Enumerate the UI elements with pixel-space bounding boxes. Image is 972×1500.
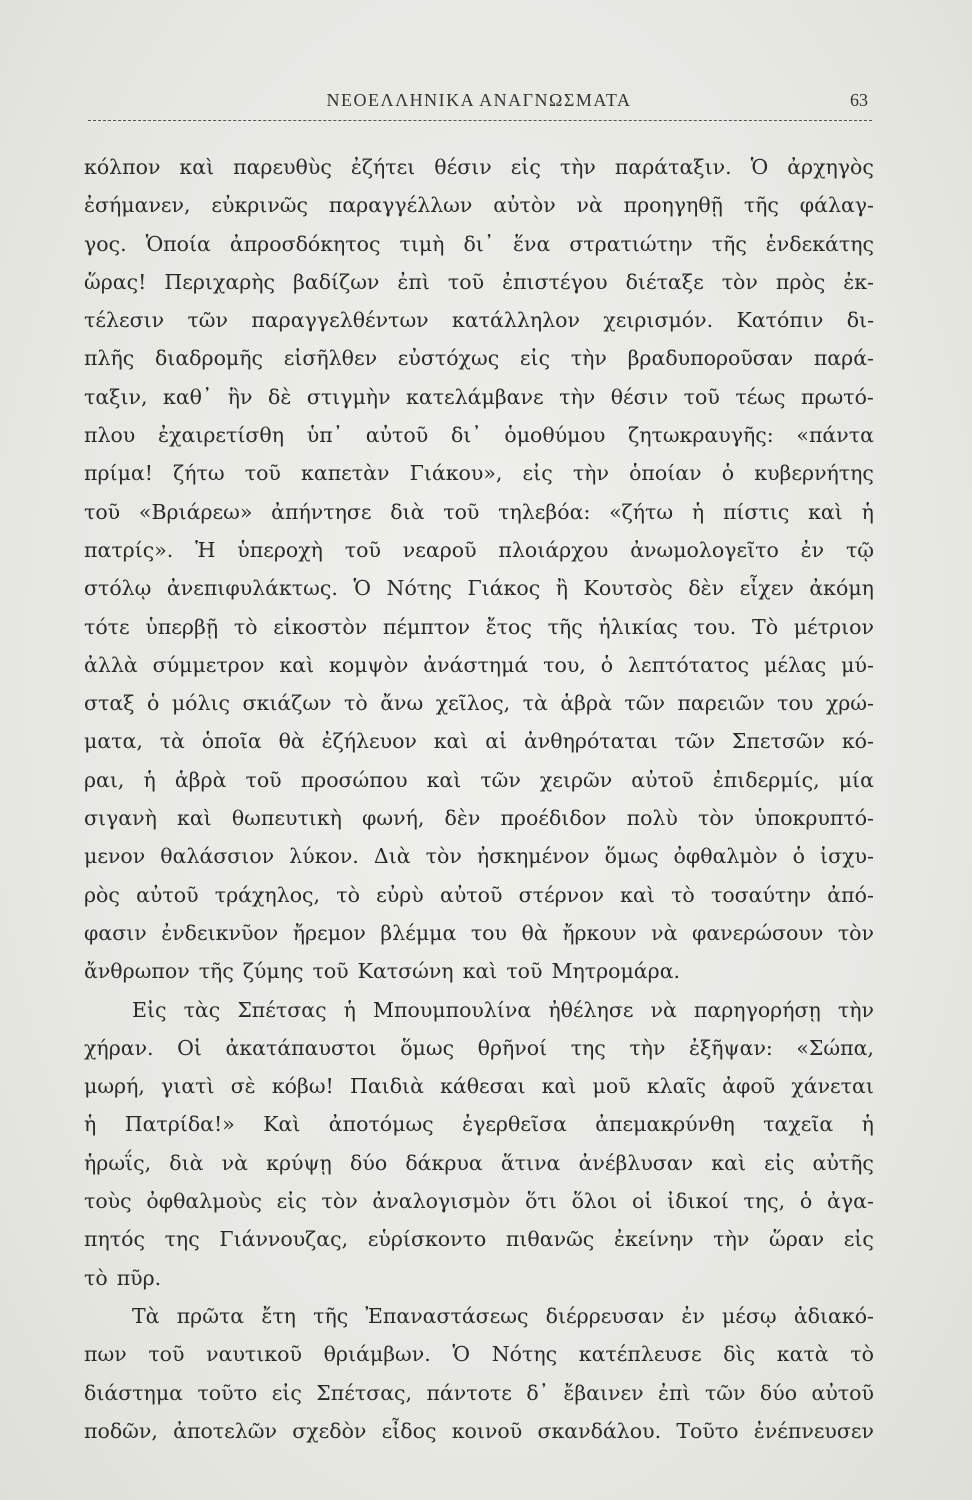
text-line: ματα, τὰ ὁποῖα θὰ ἐζήλευον καὶ αἱ ἀνθηρόταται τῶν Σπετσῶν κό- (84, 729, 874, 754)
text-line: πλου ἐχαιρετίσθη ὑπ᾽ αὐτοῦ δι᾽ ὁμοθύμου ζητωκραυγῆς: «πάντα (84, 423, 874, 448)
text-line: κόλπον καὶ παρευθὺς ἐζήτει θέσιν εἰς τὴν παράταξιν. Ὁ ἀρχηγὸς (84, 155, 874, 179)
text-line: ὥρας! Περιχαρὴς βαδίζων ἐπὶ τοῦ ἐπιστέγου διέταξε τὸν πρὸς ἐκ- (84, 269, 874, 294)
page-header (88, 86, 870, 122)
text-line: στόλῳ ἀνεπιφυλάκτως. Ὁ Νότης Γιάκος ἢ Κουτσὸς δὲν εἶχεν ἀκόμη (84, 576, 874, 601)
text-line: ταξιν, καθ᾽ ἣν δὲ στιγμὴν κατελάμβανε τὴν θέσιν τοῦ τέως πρωτό- (84, 384, 874, 409)
text-line: πατρίς». Ἡ ὑπεροχὴ τοῦ νεαροῦ πλοιάρχου ἀνωμολογεῖτο ἐν τῷ (84, 537, 874, 562)
text-line: τότε ὑπερβῇ τὸ εἰκοστὸν πέμπτον ἔτος τῆς ἡλικίας του. Τὸ μέτριον (84, 614, 874, 639)
text-line: πρίμα! ζήτω τοῦ καπετὰν Γιάκου», εἰς τὴν ὁποίαν ὁ κυβερνήτης (84, 461, 874, 486)
text-line: ἄνθρωπον τῆς ζύμης τοῦ Κατσώνη καὶ τοῦ Μητρομάρα. (84, 959, 681, 984)
text-line: χήραν. Οἱ ἀκατάπαυστοι ὅμως θρῆνοί της τὴν ἐξῆψαν: «Σώπα, (84, 1035, 874, 1060)
text-line: σιγανὴ καὶ θωπευτικὴ φωνή, δὲν προέδιδον πολὺ τὸν ὑποκρυπτό- (84, 806, 874, 831)
text-line: τοὺς ὀφθαλμοὺς εἰς τὸν ἀναλογισμὸν ὅτι ὅλοι οἱ ἰδικοί της, ὁ ἀγα- (84, 1189, 874, 1214)
text-line: Εἰς τὰς Σπέτσας ἡ Μπουμπουλίνα ἠθέλησε νὰ παρηγορήσῃ τὴν (132, 997, 874, 1022)
text-line: ραι, ἡ ἁβρὰ τοῦ προσώπου καὶ τῶν χειρῶν αὐτοῦ ἐπιδερμίς, μία (84, 767, 874, 792)
text-line: πητός της Γιάννουζας, εὑρίσκοντο πιθανῶς ἐκείνην τὴν ὥραν εἰς (84, 1227, 874, 1252)
text-line: ποδῶν, ἀποτελῶν σχεδὸν εἶδος κοινοῦ σκανδάλου. Τοῦτο ἐνέπνευσεν (84, 1418, 874, 1443)
text-line: Τὰ πρῶτα ἔτη τῆς Ἐπαναστάσεως διέρρευσαν ἐν μέσῳ ἀδιακό- (132, 1303, 874, 1328)
text-line: ρὸς αὐτοῦ τράχηλος, τὸ εὐρὺ αὐτοῦ στέρνον καὶ τὸ τοσαύτην ἀπό- (84, 882, 874, 907)
text-line: ἀλλὰ σύμμετρον καὶ κομψὸν ἀνάστημά του, ὁ λεπτότατος μέλας μύ- (84, 652, 874, 677)
text-line: ἡ Πατρίδα!» Καὶ ἀποτόμως ἐγερθεῖσα ἀπεμακρύνθη ταχεῖα ἡ (84, 1112, 874, 1137)
text-line: μωρή, γιατὶ σὲ κόβω! Παιδιὰ κάθεσαι καὶ μοῦ κλαῖς ἀφοῦ χάνεται (84, 1074, 874, 1099)
text-line: τοῦ «Βριάρεω» ἀπήντησε διὰ τοῦ τηλεβόα: «ζήτω ἡ πίστις καὶ ἡ (84, 499, 874, 524)
text-line: πλῆς διαδρομῆς εἰσῆλθεν εὐστόχως εἰς τὴν βραδυποροῦσαν παρά- (84, 346, 874, 371)
text-line: ἐσήμανεν, εὐκρινῶς παραγγέλλων αὐτὸν νὰ προηγηθῇ τῆς φάλαγ- (84, 193, 874, 218)
text-line: τέλεσιν τῶν παραγγελθέντων κατάλληλον χειρισμόν. Κατόπιν δι- (84, 308, 874, 333)
text-line: μενον θαλάσσιον λύκον. Διὰ τὸν ἠσκημένον ὅμως ὀφθαλμὸν ὁ ἰσχυ- (84, 844, 874, 869)
text-line: διάστημα τοῦτο εἰς Σπέτσας, πάντοτε δ᾽ ἔβαινεν ἐπὶ τῶν δύο αὐτοῦ (84, 1380, 874, 1405)
page-number: 63 (850, 90, 868, 110)
text-line: σταξ ὁ μόλις σκιάζων τὸ ἄνω χεῖλος, τὰ ἁβρὰ τῶν παρειῶν του χρώ- (84, 691, 874, 716)
header-rule (88, 120, 872, 121)
text-line: τὸ πῦρ. (84, 1265, 162, 1290)
text-line: πων τοῦ ναυτικοῦ θριάμβων. Ὁ Νότης κατέπλευσε δὶς κατὰ τὸ (84, 1342, 874, 1367)
text-line: ἡρωΐς, διὰ νὰ κρύψῃ δύο δάκρυα ἅτινα ἀνέβλυσαν καὶ εἰς αὐτῆς (84, 1150, 874, 1175)
running-title: ΝΕΟΕΛΛΗΝΙΚΑ ΑΝΑΓΝΩΣΜΑΤΑ (326, 90, 632, 110)
text-line: γος. Ὁποία ἀπροσδόκητος τιμὴ δι᾽ ἕνα στρατιώτην τῆς ἑνδεκάτης (84, 231, 874, 256)
text-line: φασιν ἐνδεικνῦον ἤρεμον βλέμμα του θὰ ἤρκουν νὰ φανερώσουν τὸν (84, 920, 874, 945)
body-text (84, 148, 874, 1450)
